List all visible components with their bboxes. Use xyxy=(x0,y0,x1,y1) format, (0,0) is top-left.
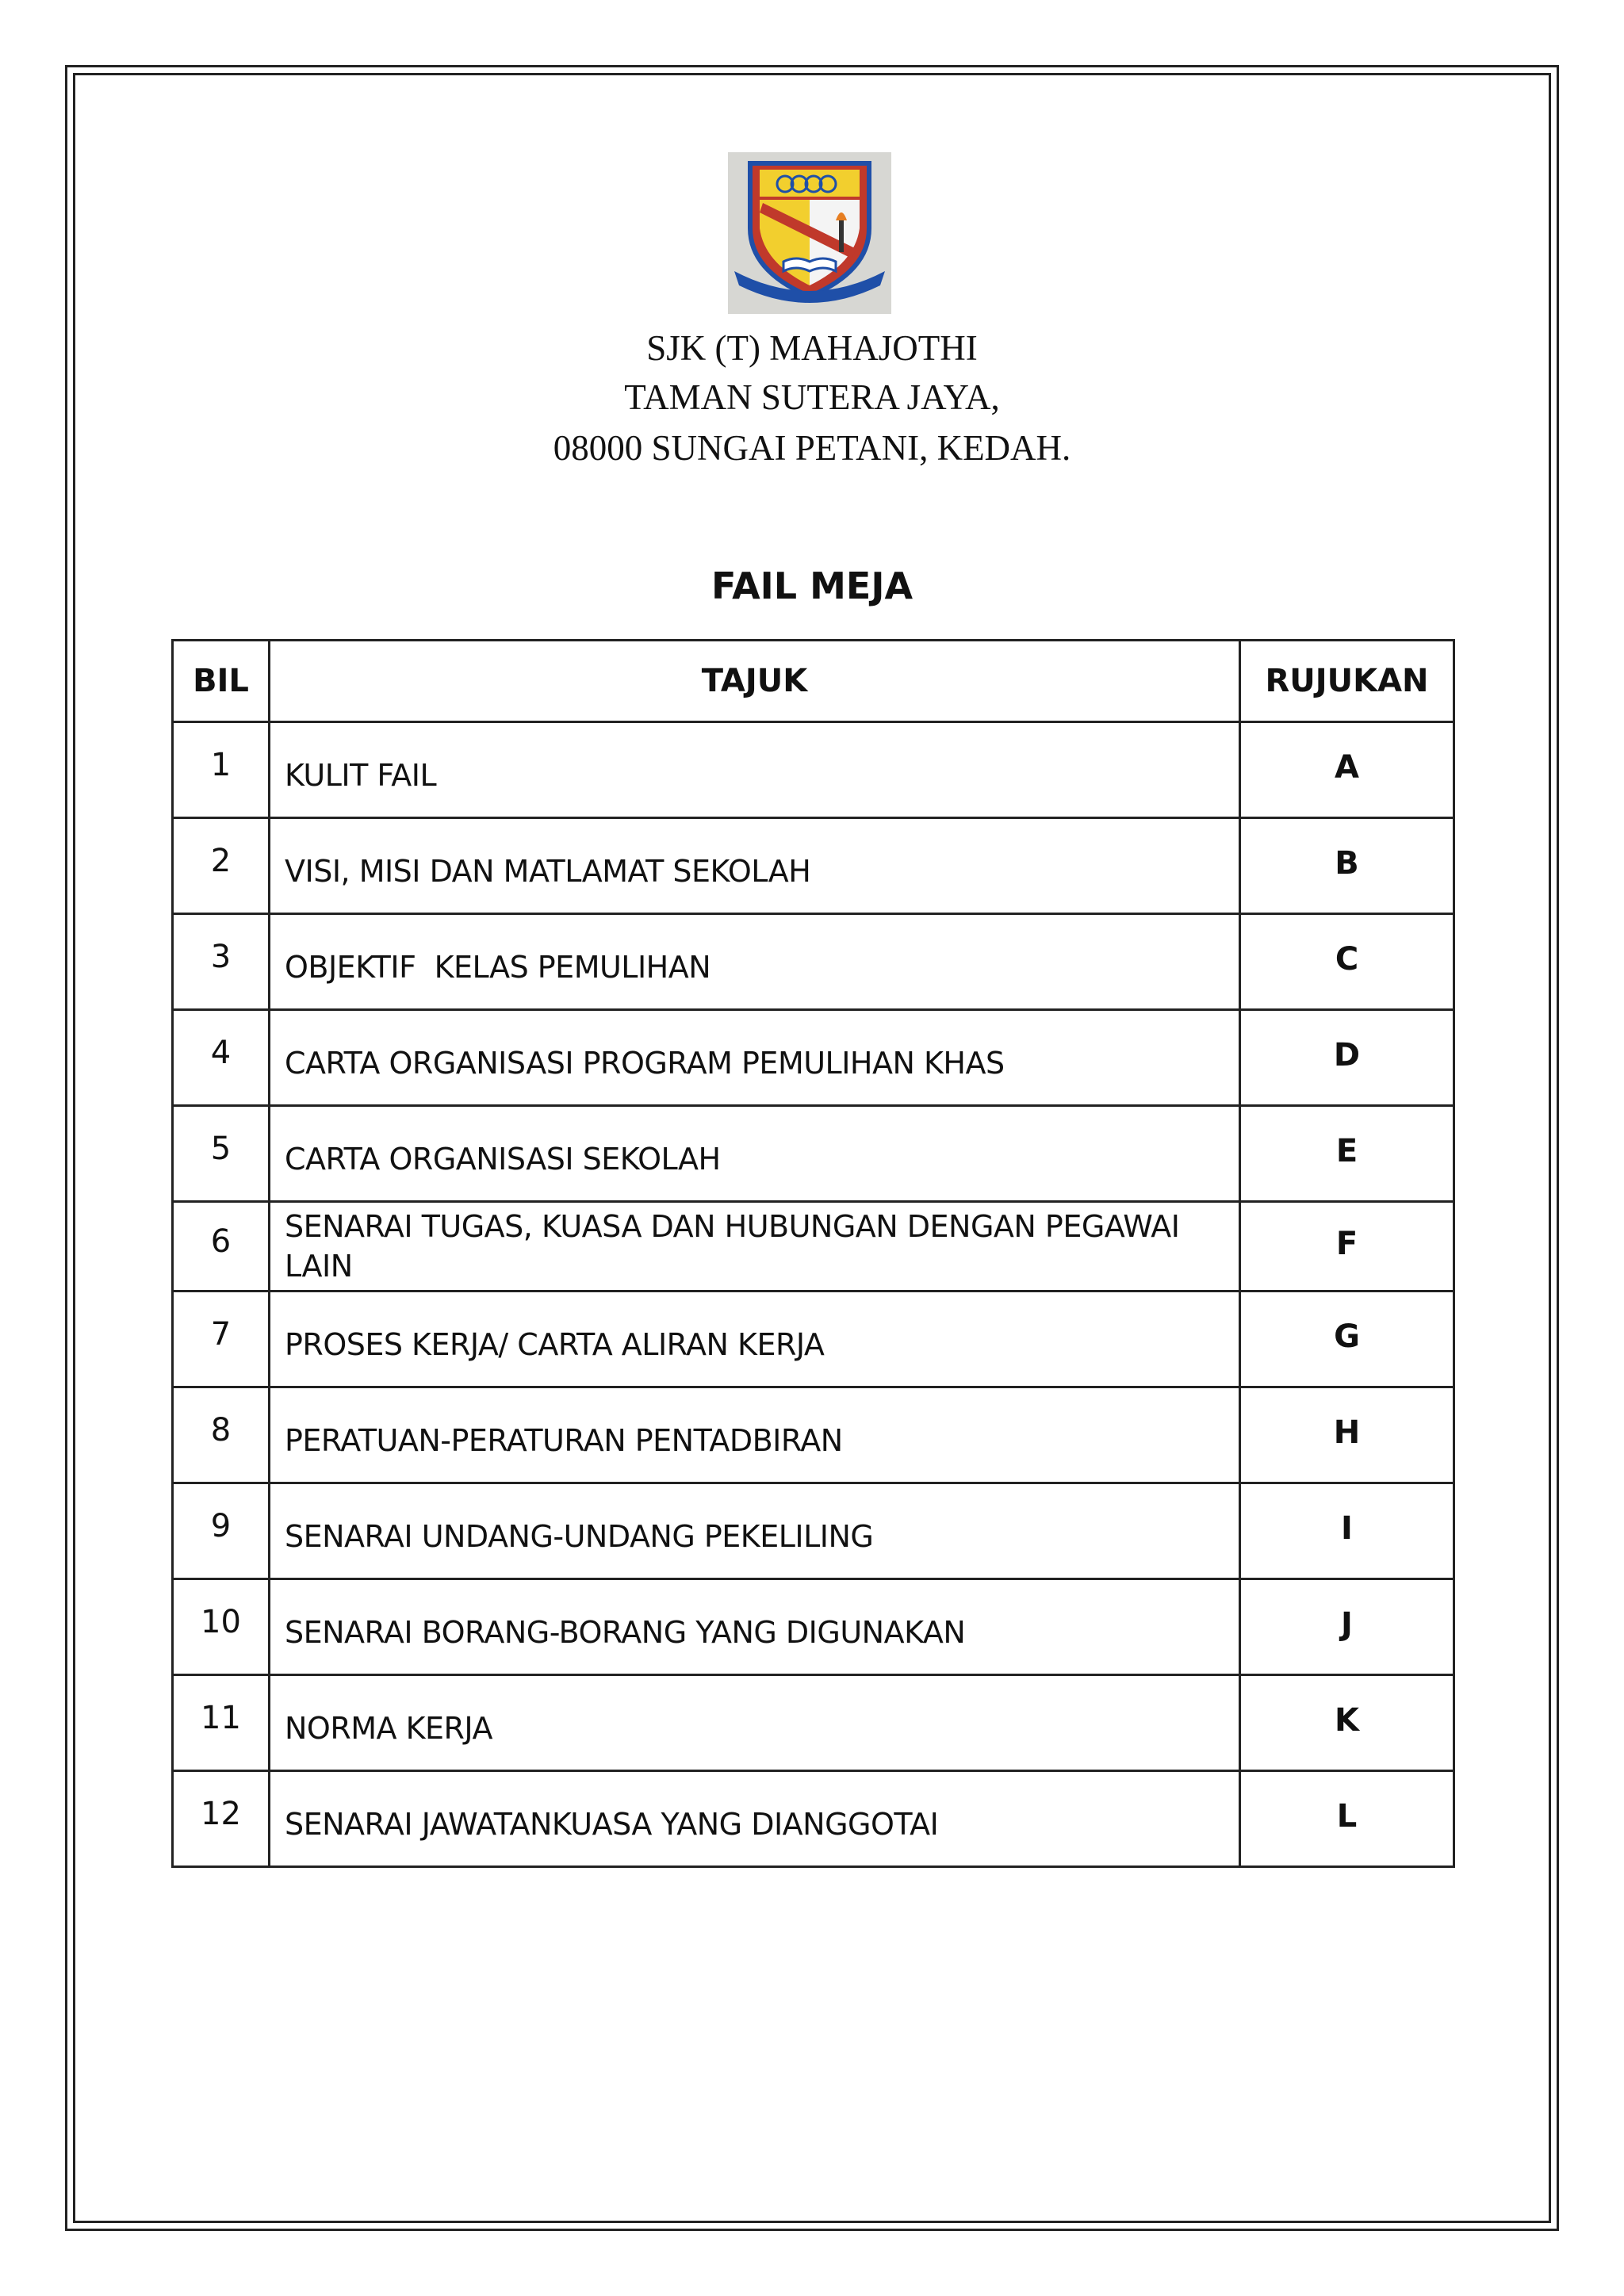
row-number: 8 xyxy=(173,1387,270,1483)
row-number: 10 xyxy=(173,1579,270,1675)
row-title: SENARAI JAWATANKUASA YANG DIANGGOTAI xyxy=(270,1771,1240,1867)
row-number: 3 xyxy=(173,914,270,1010)
row-reference: A xyxy=(1240,722,1454,818)
row-title: VISI, MISI DAN MATLAMAT SEKOLAH xyxy=(270,818,1240,914)
row-reference: J xyxy=(1240,1579,1454,1675)
table-row xyxy=(173,1771,1454,1867)
table-row xyxy=(173,722,1454,818)
row-number: 7 xyxy=(173,1292,270,1387)
table-row xyxy=(173,1202,1454,1292)
school-address-line-1: TAMAN SUTERA JAYA, xyxy=(624,377,1000,417)
row-title: PERATUAN-PERATURAN PENTADBIRAN xyxy=(270,1387,1240,1483)
row-number: 5 xyxy=(173,1106,270,1202)
table-row xyxy=(173,818,1454,914)
row-reference: E xyxy=(1240,1106,1454,1202)
table-row xyxy=(173,1579,1454,1675)
table-header-row xyxy=(173,641,1454,722)
row-title: CARTA ORGANISASI PROGRAM PEMULIHAN KHAS xyxy=(270,1010,1240,1106)
row-title: OBJEKTIF KELAS PEMULIHAN xyxy=(270,914,1240,1010)
row-reference: I xyxy=(1240,1483,1454,1579)
row-reference: K xyxy=(1240,1675,1454,1771)
row-reference: B xyxy=(1240,818,1454,914)
header-tajuk: TAJUK xyxy=(270,641,1240,722)
table-row xyxy=(173,1106,1454,1202)
row-reference: D xyxy=(1240,1010,1454,1106)
row-title: NORMA KERJA xyxy=(270,1675,1240,1771)
row-number: 9 xyxy=(173,1483,270,1579)
table-row xyxy=(173,1010,1454,1106)
row-number: 4 xyxy=(173,1010,270,1106)
row-title: CARTA ORGANISASI SEKOLAH xyxy=(270,1106,1240,1202)
row-number: 12 xyxy=(173,1771,270,1867)
row-title: KULIT FAIL xyxy=(270,722,1240,818)
row-reference: L xyxy=(1240,1771,1454,1867)
document-title: FAIL MEJA xyxy=(710,564,914,607)
header-rujukan: RUJUKAN xyxy=(1240,641,1454,722)
header-bil: BIL xyxy=(173,641,270,722)
row-number: 6 xyxy=(173,1202,270,1292)
row-number: 11 xyxy=(173,1675,270,1771)
row-number: 2 xyxy=(173,818,270,914)
school-address-line-2: 08000 SUNGAI PETANI, KEDAH. xyxy=(553,428,1071,468)
row-reference: C xyxy=(1240,914,1454,1010)
row-reference: F xyxy=(1240,1202,1454,1292)
table-row xyxy=(173,1292,1454,1387)
school-crest-logo xyxy=(728,152,891,314)
school-name: SJK (T) MAHAJOTHI xyxy=(646,328,978,368)
file-index-table xyxy=(171,639,1455,1868)
row-reference: G xyxy=(1240,1292,1454,1387)
row-title: SENARAI BORANG-BORANG YANG DIGUNAKAN xyxy=(270,1579,1240,1675)
row-title: SENARAI UNDANG-UNDANG PEKELILING xyxy=(270,1483,1240,1579)
row-title: SENARAI TUGAS, KUASA DAN HUBUNGAN DENGAN PEGAWAI LAIN xyxy=(270,1202,1240,1292)
table-row xyxy=(173,1387,1454,1483)
table-row xyxy=(173,1675,1454,1771)
table-row xyxy=(173,1483,1454,1579)
row-reference: H xyxy=(1240,1387,1454,1483)
row-number: 1 xyxy=(173,722,270,818)
table-row xyxy=(173,914,1454,1010)
row-title: PROSES KERJA/ CARTA ALIRAN KERJA xyxy=(270,1292,1240,1387)
